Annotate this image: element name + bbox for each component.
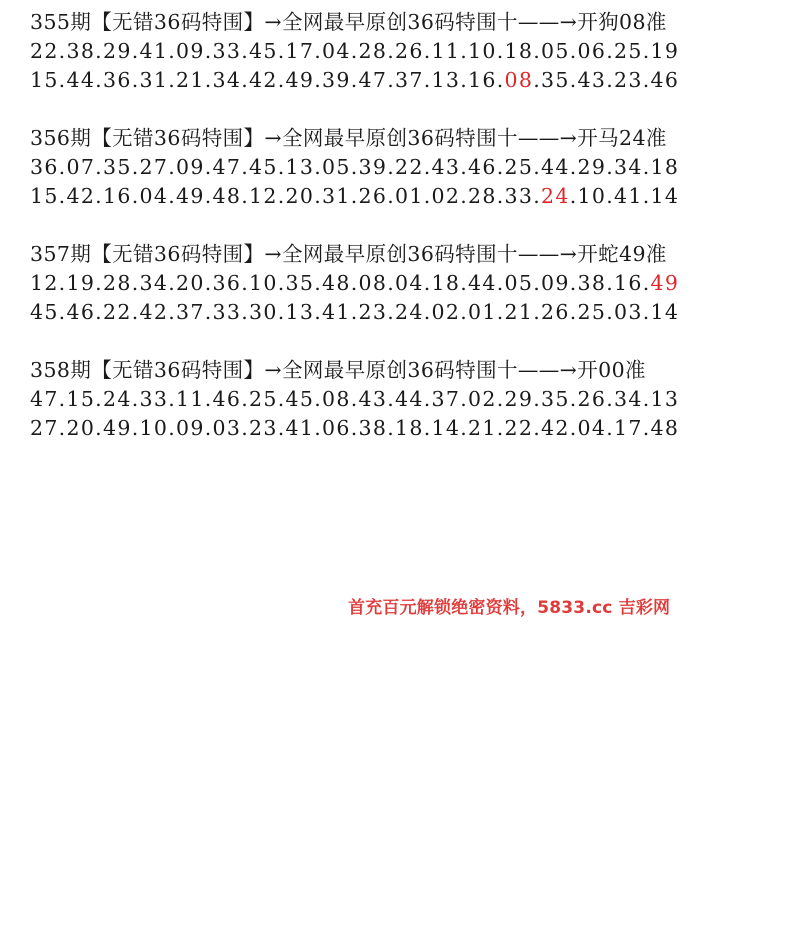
prediction-list bbox=[30, 8, 790, 472]
period-block-357 bbox=[30, 240, 790, 327]
period-header: 355期【无错36码特围】→全网最早原创36码特围十——→开狗08准 bbox=[30, 10, 667, 34]
period-block-358 bbox=[30, 356, 790, 443]
number-row bbox=[30, 385, 790, 414]
numbers-before: 15.42.16.04.49.48.12.20.31.26.01.02.28.33. bbox=[30, 184, 542, 208]
numbers-before: 45.46.22.42.37.33.30.13.41.23.24.02.01.21.26.25.03.14 bbox=[30, 300, 680, 324]
numbers-before: 12.19.28.34.20.36.10.35.48.08.04.18.44.05.09.38.16. bbox=[30, 271, 651, 295]
period-header: 356期【无错36码特围】→全网最早原创36码特围十——→开马24准 bbox=[30, 126, 667, 150]
period-header: 357期【无错36码特围】→全网最早原创36码特围十——→开蛇49准 bbox=[30, 242, 667, 266]
number-row bbox=[30, 414, 790, 443]
numbers-after: .35.43.23.46 bbox=[533, 68, 680, 92]
number-row bbox=[30, 66, 790, 95]
number-row bbox=[30, 153, 790, 182]
number-row bbox=[30, 37, 790, 66]
number-row bbox=[30, 182, 790, 211]
numbers-before: 47.15.24.33.11.46.25.45.08.43.44.37.02.29.35.26.34.13 bbox=[30, 387, 680, 411]
numbers-after: .10.41.14 bbox=[569, 184, 680, 208]
winning-number: 49 bbox=[650, 271, 680, 295]
numbers-before: 36.07.35.27.09.47.45.13.05.39.22.43.46.25.44.29.34.18 bbox=[30, 155, 680, 179]
promo-watermark: 首充百元解锁绝密资料，5833.cc 吉彩网 bbox=[348, 598, 671, 618]
number-row bbox=[30, 269, 790, 298]
period-block-355 bbox=[30, 8, 790, 95]
numbers-before: 27.20.49.10.09.03.23.41.06.38.18.14.21.22.42.04.17.48 bbox=[30, 416, 680, 440]
winning-number: 24 bbox=[541, 184, 570, 208]
numbers-before: 15.44.36.31.21.34.42.49.39.47.37.13.16. bbox=[30, 68, 505, 92]
winning-number: 08 bbox=[504, 68, 534, 92]
period-header: 358期【无错36码特围】→全网最早原创36码特围十——→开00准 bbox=[30, 358, 646, 382]
number-row bbox=[30, 298, 790, 327]
period-block-356 bbox=[30, 124, 790, 211]
numbers-before: 22.38.29.41.09.33.45.17.04.28.26.11.10.18.05.06.25.19 bbox=[30, 39, 680, 63]
